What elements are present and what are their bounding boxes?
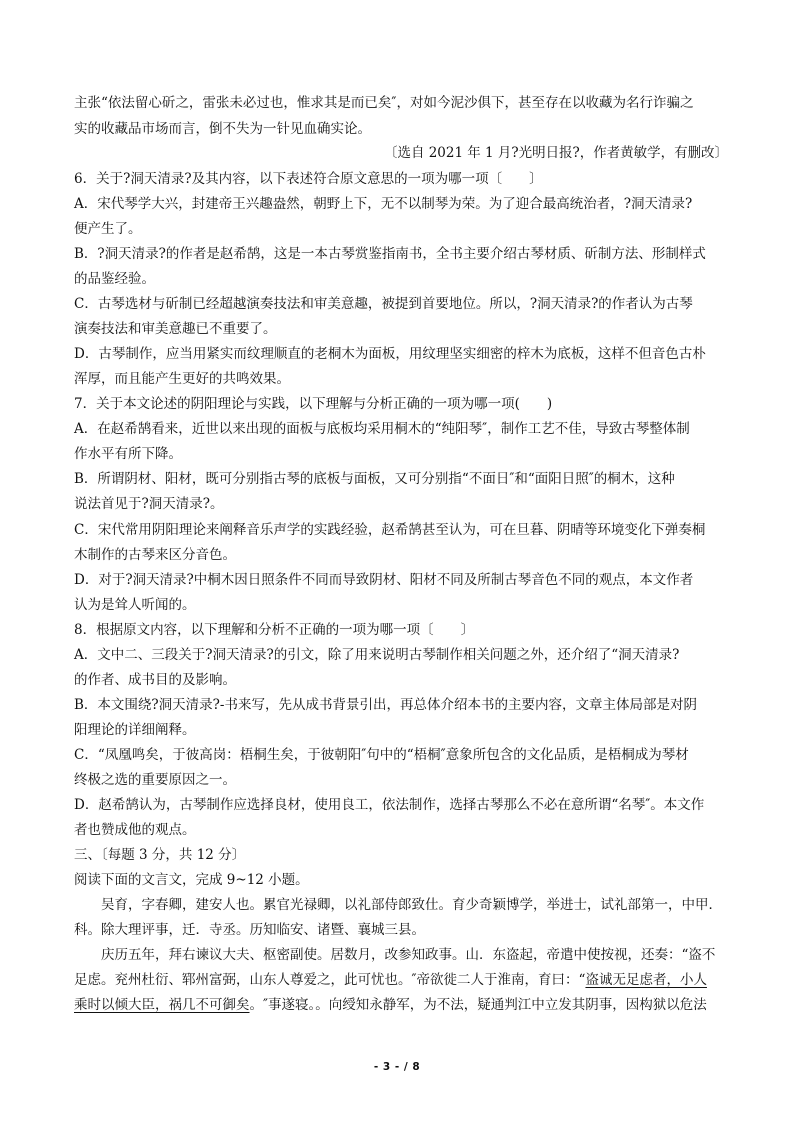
page-number: - 3 - / 8 xyxy=(373,1061,421,1073)
section-3-instruction: 阅读下面的文言文，完成 9~12 小题。 xyxy=(74,872,309,888)
intro-line-2: 实的收藏品市场而言，倒不失为一针见血确实论。 xyxy=(74,121,371,137)
intro-line-1: 主张“依法留心斫之，雷张未必过也，惟求其是而已矣″，对如今泥沙俱下，甚至存在以收藏为名行诈骗之 xyxy=(74,95,694,111)
section-3-heading: 三、〔每题 3 分，共 12 分〕 xyxy=(74,847,246,863)
question-8-option-d-line-2: 者也赞成他的观点。 xyxy=(74,822,196,838)
classical-text-p2-line-2-plain: 足虑。兖州杜衍、郓州富弼，山东人尊爱之，此可忧也。″帝欲徙二人于淮南，育曰：“ xyxy=(74,972,586,988)
question-6-option-b-line-1: B．?洞天清录?的作者是赵希鹄，这是一本古琴赏鉴指南书，全书主要介绍古琴材质、斫制方法、形制样式 xyxy=(74,246,706,262)
question-7-option-c-line-1: C．宋代常用阴阳理论来阐释音乐声学的实践经验，赵希鹄甚至认为，可在旦暮、阴晴等环境变化下弹奏桐 xyxy=(74,522,706,538)
question-7-option-a-line-1: A．在赵希鹄看来，近世以来出现的面板与底板均采用桐木的“纯阳琴″，制作工艺不佳，导致古琴整体制 xyxy=(74,421,690,437)
underlined-sentence-part-1: 盗诚无足虑者，小人 xyxy=(585,972,707,988)
classical-text-p2-line-3 xyxy=(74,996,707,1014)
question-7-stem: 7．关于本文论述的阴阳理论与实践，以下理解与分析正确的一项为哪一项( ) xyxy=(74,396,553,412)
question-8-option-c-line-2: 终极之选的重要原因之一。 xyxy=(74,772,236,788)
question-7-option-b-line-2: 说法首见于?洞天清录?。 xyxy=(74,496,224,512)
question-8-option-b-line-1: B．本文围绕?洞天清录?-书来写，先从成书背景引出，再总体介绍本书的主要内容，文章主体局部是对阴 xyxy=(74,697,697,713)
question-8-option-b-line-2: 阳理论的详细阐释。 xyxy=(74,722,196,738)
source-citation: 〔选自 2021 年 1 月?光明日报?，作者黄敏学，有删改〕 xyxy=(384,145,729,161)
question-8-option-d-line-1: D．赵希鹄认为，古琴制作应选择良材，使用良工，依法制作，选择古琴那么不必在意所谓“名琴″。本文作 xyxy=(74,797,705,813)
question-8-option-a-line-1: A．文中二、三段关于?洞天清录?的引文，除了用来说明古琴制作相关问题之外，还介绍了“洞天清录? xyxy=(74,647,680,663)
question-7-option-d-line-1: D．对于?洞天清录?中桐木因日照条件不同而导致阴材、阳材不同及所制古琴音色不同的观点，本文作者 xyxy=(74,572,694,588)
question-6-option-a-line-1: A．宋代琴学大兴，封建帝王兴趣盎然，朝野上下，无不以制琴为荣。为了迎合最高统治者，?洞天清录? xyxy=(74,196,693,212)
question-7-option-c-line-2: 木制作的古琴来区分音色。 xyxy=(74,547,236,563)
question-6-option-c-line-1: C．古琴选材与斫制已经超越演奏技法和审美意趣，被提到首要地位。所以，?洞天清录?的作者认为古琴 xyxy=(74,296,693,312)
classical-text-p1-line-1: 吴育，字春卿，建安人也。累官光禄卿，以礼部侍郎致仕。育少奇颖博学，举进士，试礼部第一，中甲． xyxy=(74,897,722,913)
question-6-option-d-line-2: 浑厚，而且能产生更好的共鸣效果。 xyxy=(74,371,290,387)
question-8-option-c-line-1: C．“凤凰鸣矣，于彼高岗：梧桐生矣，于彼朝阳″句中的“梧桐″意象所包含的文化品质，是梧桐成为琴材 xyxy=(74,747,689,763)
question-7-option-a-line-2: 作水平有所下降。 xyxy=(74,446,182,462)
classical-text-p2-line-2 xyxy=(74,971,707,989)
classical-text-p2-line-3-plain: 。″事遂寝。。向绶知永静军，为不法，疑通判江中立发其阴事，因构狱以危法 xyxy=(249,997,707,1013)
classical-text-p1-line-2: 科。除大理评事，迁．寺丞。历知临安、诸暨、襄城三县。 xyxy=(74,922,425,938)
classical-text-p2-line-1: 庆历五年，拜右谏议大夫、枢密副使。居数月，改参知政事。山．东盗起，帝遣中使按视，还奏：“盗不 xyxy=(74,947,716,963)
underlined-sentence-part-2: 乘时以倾大臣，祸几不可御矣 xyxy=(74,997,250,1013)
question-8-option-a-line-2: 的作者、成书目的及影响。 xyxy=(74,672,236,688)
question-6-option-a-line-2: 便产生了。 xyxy=(74,221,142,237)
question-8-stem: 8．根据原文内容，以下理解和分析不正确的一项为哪一项〔 〕 xyxy=(74,622,475,638)
question-6-option-b-line-2: 的品鉴经验。 xyxy=(74,271,155,287)
question-6-option-c-line-2: 演奏技法和审美意趣已不重要了。 xyxy=(74,321,277,337)
question-7-option-d-line-2: 认为是耸人听闻的。 xyxy=(74,597,196,613)
question-6-option-d-line-1: D．古琴制作，应当用紧实而纹理顺直的老桐木为面板，用纹理坚实细密的梓木为底板，这样不但音色古朴 xyxy=(74,346,706,362)
question-7-option-b-line-1: B．所谓阴材、阳材，既可分别指古琴的底板与面板，又可分别指“不面日″和“面阳日照″的桐木，这种 xyxy=(74,471,675,487)
question-6-stem: 6．关于?洞天清录?及其内容，以下表述符合原文意思的一项为哪一项〔 〕 xyxy=(74,171,543,187)
